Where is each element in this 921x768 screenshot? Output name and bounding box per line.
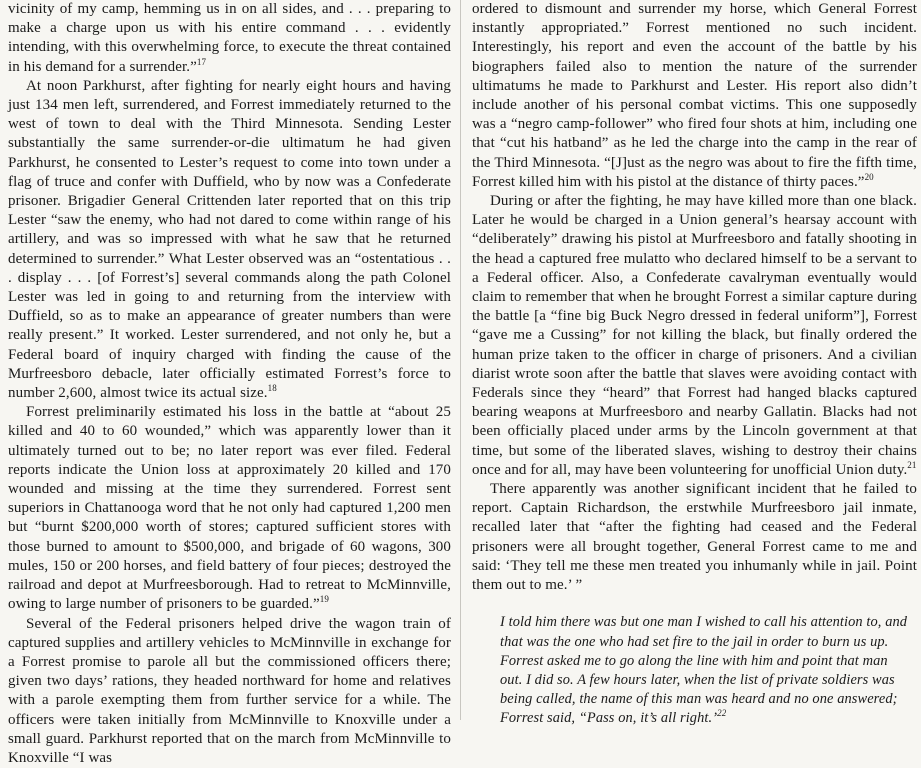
footnote-marker: 20 [865,172,874,182]
footnote-marker: 18 [268,383,277,393]
paragraph: Several of the Federal prisoners helped drive the wagon train of captured supplies and artillery vehicles to McMinnville in exchange for a Forrest promise to parole all but the commissioned officers there; given two days’ rations, they headed northward for home and relatives with a parole exempting them from further service for a while. The officers were taken initially from McMinnville to Knoxville under a small guard. Parkhurst reported that on the march from McMinnville to Knoxville “I was [8,615,451,768]
footnote-marker: 21 [907,460,916,470]
paragraph: At noon Parkhurst, after fighting for nearly eight hours and having just 134 men left, surrendered, and Forrest immediately returned to the west of town to deal with the Third Minnesota. Sending Lester substantially the same surrender-or-die ultimatum he had given Parkhurst, he consented to Lester’s request to come into town under a flag of truce and confer with Duffield, who by now was a Confederate prisoner. Brigadier General Crittenden later reported that on this trip Lester “saw the enemy, who had not dared to come within range of his artillery, and was so impressed with what he saw that he returned determined to surrender.” What Lester observed was an “ostentatious . . . display . . . [of Forrest’s] several commands along the path Colonel Lester was led in going to and returning from the interview with Duffield, so as to make an appearance of greater numbers than were really present.” It worked. Lester surrendered, and not only he, but a Federal board of inquiry charged with finding the cause of the Murfreesboro debacle, later officially estimated Forrest’s force to number 2,600, almost twice its actual size.$^{18}$ [8,77,451,403]
footnote-marker: 19 [320,594,329,604]
left-column [8,0,451,768]
paragraph: vicinity of my camp, hemming us in on all sides, and . . . preparing to make a charge upon us with his entire command . . . evidently intending, with this overwhelming force, to execute the threat contained in his demand for a surrender.”$^{17}$ [8,0,451,77]
paragraph: Forrest preliminarily estimated his loss in the battle at “about 25 killed and 40 to 60 wounded,” which was apparently lower than it ultimately turned out to be; no later report was ever filed. Federal reports indicate the Union loss at approximately 20 killed and 170 wounded and missing at the time they surrendered. Forrest sent superiors in Chattanooga word that he not only had captured 1,200 men but “burnt $200,000 worth of stores; captured sufficient stores with those burned to amount to $500,000, and brigade of 60 wagons, 300 mules, 150 or 200 horses, and field battery of four pieces; destroyed the railroad and depot at Murfreesborough. Had to retreat to McMinnville, owing to large number of prisoners to be guarded.”$^{19}$ [8,403,451,614]
footnote-marker: 22 [717,709,726,719]
paragraph: During or after the fighting, he may have killed more than one black. Later he would be charged in a Union general’s hearsay account with “deliberately” drawing his pistol at Murfreesboro and fatally shooting in the head a captured free mulatto who declared himself to be a servant to a Federal officer. Also, a Confederate cavalryman eventually would claim to remember that when he brought Forrest a similar capture during the battle [a “fine big Buck Negro dressed in federal uniform”], Forrest “gave me a Cussing” for not killing the black, but finally ordered the human prize taken to the officer in charge of prisoners. And a civilian diarist wrote soon after the battle that slaves were avoiding contact with Federals since they “heard” that Forrest had hanged blacks captured bearing weapons at Murfreesboro and nearby Gallatin. Blacks had not been officially placed under arms by the Lincoln government at that time, but some of the liberated slaves, wishing to destroy their chains once and for all, may have been volunteering for unofficial Union duty.$^{21}$ [472,192,917,480]
paragraph: There apparently was another significant incident that he failed to report. Captain Richardson, the erstwhile Murfreesboro jail inmate, recalled later that “after the fighting had ceased and the Federal prisoners were all brought together, General Forrest came to me and said: ‘They tell me these men treated you inhumanly while in jail. Point them out to me.’ ” [472,480,917,595]
column-divider [460,0,461,720]
footnote-marker: 17 [197,57,206,67]
block-quote: I told him there was but one man I wished to call his attention to, and that was the one who had set fire to the jail in order to burn us up. Forrest asked me to go along the line with him and point that man out. I did so. A few hours later, when the list of private soldiers was being called, the name of this man was heard and no one answered; Forrest said, “Pass on, it’s all right.’$^{22}$ [500,613,909,728]
paragraph: ordered to dismount and surrender my horse, which General Forrest instantly appropriated.” Forrest mentioned no such incident. Interestingly, his report and even the account of the battle by his biographers failed also to mention the nature of the surrender ultimatums he made to Parkhurst and Lester. His report also didn’t include another of his personal combat victims. This one supposedly was a “negro camp-follower” who fired four shots at him, including one that “cut his hatband” as he led the charge into the camp in the rear of the Third Minnesota. “[J]ust as the negro was about to fire the fifth time, Forrest killed him with his pistol at the distance of thirty paces.”$^{20}$ [472,0,917,192]
right-column [472,0,917,729]
